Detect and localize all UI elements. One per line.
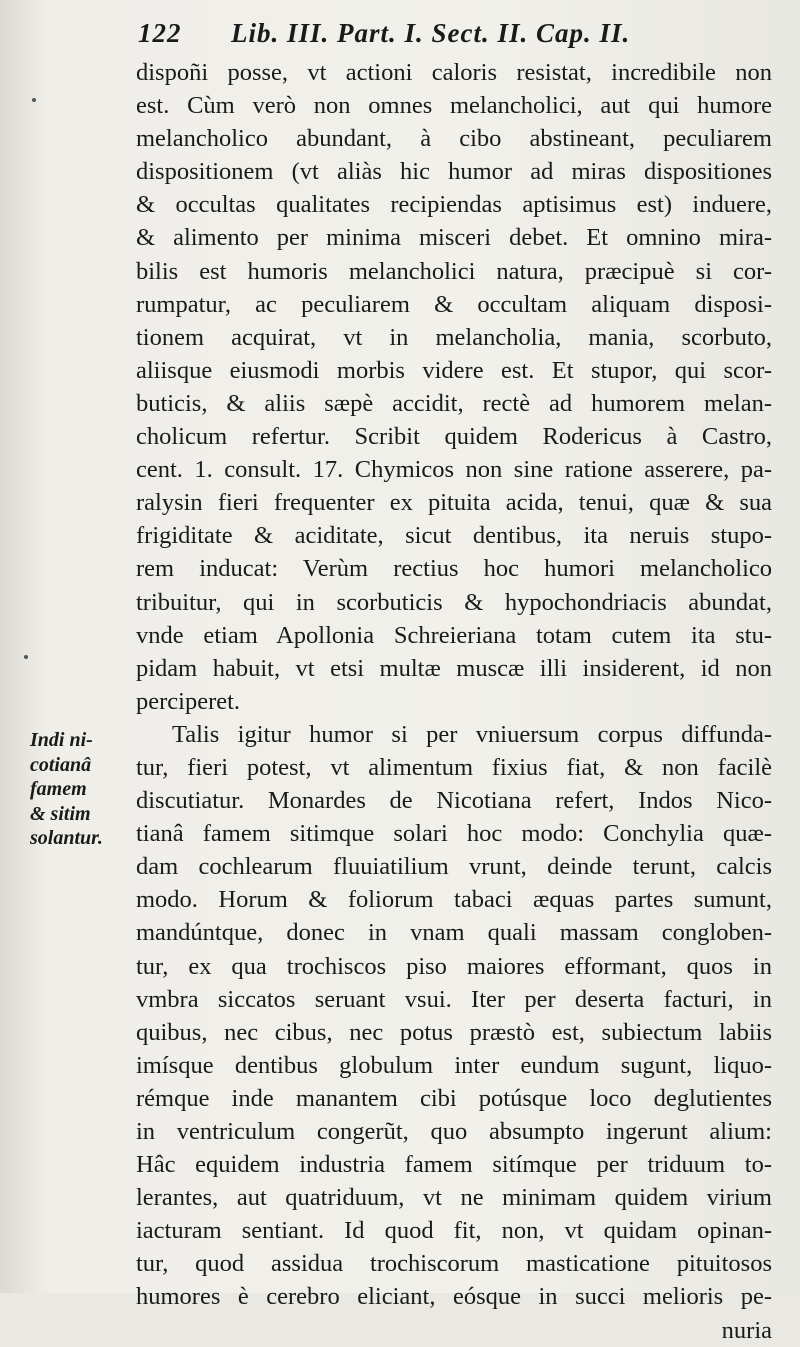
page-number: 122 (138, 18, 182, 48)
margin-note-line: Indi ni- (30, 729, 93, 751)
text-line: vmbra siccatos seruant vsui. Iter per deserta facturi, in (136, 985, 772, 1013)
text-line: tribuitur, qui in scorbuticis & hypochondriacis abundat, (136, 588, 772, 616)
text-line: rémque inde manantem cibi potúsque loco deglutientes (136, 1084, 772, 1112)
body-text (136, 56, 772, 1347)
text-line: frigiditate & aciditate, sicut dentibus, ita neruis stupo- (136, 522, 772, 550)
paragraph-end-line: perciperet. (136, 687, 241, 715)
ink-speck (24, 655, 28, 659)
text-line: quibus, nec cibus, nec potus præstò est, subiectum labiis (136, 1018, 772, 1046)
text-line: tur, quod assidua trochiscorum masticatione pituitosos (136, 1250, 772, 1278)
text-line: ralysin fieri frequenter ex pituita acida, tenui, quæ & sua (136, 489, 772, 517)
text-line: dispoñi posse, vt actioni caloris resistat, incredibile non (136, 59, 772, 86)
running-title: Lib. III. Part. I. Sect. II. Cap. II. (231, 18, 631, 48)
text-line: tianâ famem sitimque solari hoc modo: Conchylia quæ- (136, 820, 772, 848)
text-line: melancholico abundant, à cibo abstineant, peculiarem (136, 125, 772, 153)
text-line: modo. Horum & foliorum tabaci æquas partes sumunt, (136, 886, 772, 914)
text-line: in ventriculum congerũt, quo absumpto ingerunt alium: (136, 1118, 772, 1145)
text-line: & occultas qualitates recipiendas aptisimus est) induere, (136, 191, 772, 219)
text-line: Hâc equidem industria famem sitímque per triduum to- (136, 1151, 772, 1179)
text-line: cholicum refertur. Scribit quidem Rodericus à Castro, (136, 423, 772, 451)
text-line: mandúntque, donec in vnam quali massam congloben- (136, 919, 772, 947)
ink-speck (32, 98, 36, 102)
margin-note-line: cotianâ (30, 753, 92, 776)
text-line: rumpatur, ac peculiarem & occultam aliquam disposi- (136, 290, 772, 318)
margin-note-line: solantur. (30, 827, 103, 849)
text-line: pidam habuit, vt etsi multæ muscæ illi insiderent, id non (136, 654, 772, 682)
text-line: tur, ex qua trochiscos piso maiores efformant, quos in (136, 952, 772, 980)
running-head (138, 18, 778, 49)
text-line: aliisque eiusmodi morbis videre est. Et stupor, qui scor- (136, 356, 772, 384)
text-line: iacturam sentiant. Id quod fit, non, vt quidam opinan- (136, 1217, 772, 1245)
text-line: lerantes, aut quatriduum, vt ne minimam quidem virium (136, 1184, 772, 1212)
text-line: discutiatur. Monardes de Nicotiana refert, Indos Nico- (136, 787, 772, 815)
text-line: est. Cùm verò non omnes melancholici, aut qui humore (136, 92, 772, 120)
catchword: nuria (721, 1316, 772, 1344)
text-line: dam cochlearum fluuiatilium vrunt, deinde terunt, calcis (136, 853, 772, 881)
margin-note-line: & sitim (30, 802, 91, 825)
text-line: cent. 1. consult. 17. Chymicos non sine ratione asserere, pa- (136, 456, 772, 484)
text-line: & alimento per minima misceri debet. Et omnino mira- (136, 224, 772, 252)
margin-note (30, 728, 130, 851)
text-line: tur, fieri potest, vt alimentum fixius fiat, & non facilè (136, 753, 772, 781)
text-line: vnde etiam Apollonia Schreieriana totam cutem ita stu- (136, 621, 772, 649)
text-line: tionem acquirat, vt in melancholia, mania, scorbuto, (136, 323, 772, 351)
margin-note-line: famem (30, 778, 87, 800)
text-line: imísque dentibus globulum inter eundum sugunt, liquo- (136, 1051, 772, 1079)
text-line: buticis, & aliis sæpè accidit, rectè ad humorem melan- (136, 389, 772, 417)
paragraph-start-line: Talis igitur humor si per vniuersum corpus diffunda- (172, 720, 772, 748)
text-line: humores è cerebro eliciant, eósque in succi melioris pe- (136, 1283, 772, 1311)
text-line: dispositionem (vt aliàs hic humor ad miras dispositiones (136, 158, 772, 186)
text-line: rem inducat: Verùm rectius hoc humori melancholico (136, 555, 772, 583)
text-line: bilis est humoris melancholici natura, præcipuè si cor- (136, 257, 772, 285)
